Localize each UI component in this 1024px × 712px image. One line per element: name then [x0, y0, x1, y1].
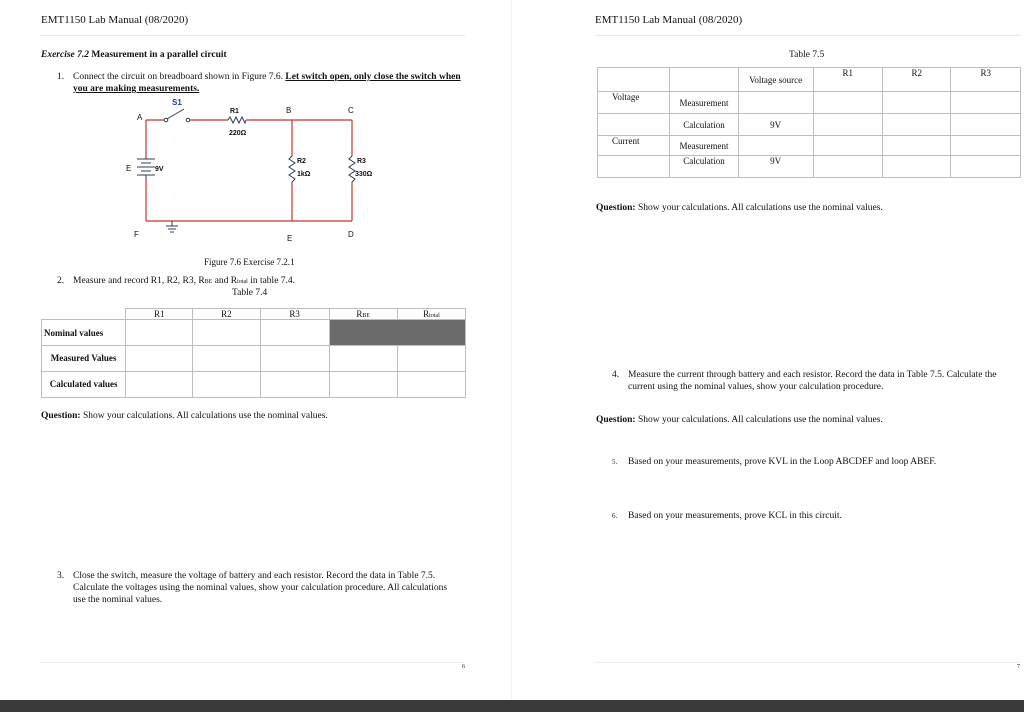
table75-cell[interactable] — [813, 114, 882, 136]
right-question-1-text: Show your calculations. All calculations use the nominal values. — [635, 203, 883, 213]
table-7-5 — [597, 67, 1021, 178]
circuit-diagram — [118, 96, 378, 246]
left-footer-rule — [40, 662, 465, 663]
table74-cell[interactable] — [329, 372, 397, 398]
table75-cell[interactable] — [951, 114, 1021, 136]
table75-type: Measurement — [670, 136, 739, 156]
table75-source-value[interactable]: 9V — [738, 114, 813, 136]
step2-sub-total: total — [237, 279, 248, 285]
right-page — [512, 0, 1024, 700]
table75-cell[interactable] — [882, 92, 951, 114]
table74-row-measured — [42, 346, 466, 372]
table74-cell[interactable] — [260, 346, 329, 372]
table75-header-r3: R3 — [951, 68, 1021, 92]
step3-text: Close the switch, measure the voltage of battery and each resistor. Record the data in Table 7.5. Calculate the voltages using the nominal values, show your calculation procedure. All calculations use the nominal values. — [73, 571, 448, 605]
r3-label: R3 — [357, 158, 366, 165]
table74-cell[interactable] — [193, 320, 260, 346]
right-page-header: EMT1150 Lab Manual (08/2020) — [595, 14, 743, 26]
table75-row-current-measurement — [598, 136, 1021, 156]
right-footer-rule — [595, 662, 1020, 663]
table74-cell[interactable] — [260, 320, 329, 346]
table75-type: Calculation — [670, 114, 739, 136]
battery-symbol — [137, 159, 155, 180]
right-question-1 — [596, 202, 883, 214]
step4-number: 4. — [612, 370, 620, 380]
table74-label-nominal: Nominal values — [42, 320, 126, 346]
node-a-label: A — [137, 113, 143, 122]
table74-cell[interactable] — [193, 346, 260, 372]
table75-row-voltage-calculation — [598, 114, 1021, 136]
resistor-r1 — [228, 117, 246, 123]
resistor-r3 — [349, 156, 355, 182]
table74-header-r2: R2 — [193, 309, 260, 320]
step3-number: 3. — [57, 571, 65, 581]
table74-row-calculated — [42, 372, 466, 398]
switch-s1 — [164, 109, 190, 122]
right-question-1-label: Question: — [596, 203, 636, 213]
step1-warning: Let switch open, only close the switch when you are making measurements. — [73, 72, 461, 94]
step6-number: 6. — [612, 512, 618, 520]
r2-label: R2 — [297, 158, 306, 165]
table75-source-value[interactable] — [738, 92, 813, 114]
table74-corner-cell — [42, 309, 126, 320]
table74-shaded-cell — [329, 320, 465, 346]
table74-header-rbe — [329, 309, 397, 320]
step6-text: Based on your measurements, prove KCL in this circuit. — [628, 511, 842, 521]
right-header-rule — [595, 35, 1020, 36]
left-question-label: Question: — [41, 411, 81, 421]
table74-label-measured: Measured Values — [42, 346, 126, 372]
table74-cell[interactable] — [260, 372, 329, 398]
table75-source-value[interactable] — [738, 136, 813, 156]
right-page-number: 7 — [1017, 664, 1020, 670]
node-e-label: E — [287, 234, 293, 243]
table75-group-current: Current — [598, 136, 670, 156]
table75-group-empty — [598, 114, 670, 136]
step5-text: Based on your measurements, prove KVL in the Loop ABCDEF and loop ABEF. — [628, 457, 937, 467]
right-question-2 — [596, 414, 883, 426]
viewer-bottom-bar — [0, 700, 1024, 712]
table74-header-rtotal — [397, 309, 465, 320]
node-b-label: B — [286, 106, 292, 115]
step2-text — [73, 275, 468, 288]
table75-cell[interactable] — [951, 156, 1021, 178]
node-c-label: C — [348, 106, 354, 115]
r1-label: R1 — [230, 108, 239, 115]
ground-symbol — [166, 221, 178, 232]
circuit-wires — [146, 120, 352, 221]
table75-header-source: Voltage source — [738, 68, 813, 92]
step5-number: 5. — [612, 458, 618, 466]
exercise-title — [41, 49, 227, 61]
table74-cell[interactable] — [126, 346, 193, 372]
table75-type: Measurement — [670, 92, 739, 114]
table75-cell[interactable] — [882, 136, 951, 156]
rtotal-main: R — [423, 309, 430, 319]
table75-cell[interactable] — [951, 92, 1021, 114]
table75-header-row — [598, 68, 1021, 92]
table75-cell[interactable] — [882, 156, 951, 178]
table75-row-current-calculation — [598, 156, 1021, 178]
table74-cell[interactable] — [397, 346, 465, 372]
table74-cell[interactable] — [397, 372, 465, 398]
table75-cell[interactable] — [813, 136, 882, 156]
table74-header-r1: R1 — [126, 309, 193, 320]
node-e-left-label: E — [126, 164, 132, 173]
rbe-main: R — [356, 309, 363, 319]
table74-caption: Table 7.4 — [232, 288, 268, 298]
table75-corner-cell-2 — [670, 68, 739, 92]
left-page — [0, 0, 512, 700]
table74-cell[interactable] — [329, 346, 397, 372]
step1-number: 1. — [57, 72, 65, 82]
r1-value: 220Ω — [229, 130, 247, 137]
step2-text-part2: and R — [212, 276, 238, 286]
table74-cell[interactable] — [126, 372, 193, 398]
table75-cell[interactable] — [813, 156, 882, 178]
table75-cell[interactable] — [813, 92, 882, 114]
table75-cell[interactable] — [951, 136, 1021, 156]
table75-type: Calculation — [670, 156, 739, 178]
table75-group-empty — [598, 156, 670, 178]
left-question — [41, 410, 328, 422]
table75-header-r2: R2 — [882, 68, 951, 92]
r2-value: 1kΩ — [297, 171, 311, 178]
table75-cell[interactable] — [882, 114, 951, 136]
table75-row-voltage-measurement — [598, 92, 1021, 114]
step2-number: 2. — [57, 276, 65, 286]
rtotal-sub: total — [429, 313, 440, 319]
table75-source-value[interactable]: 9V — [738, 156, 813, 178]
table75-group-voltage: Voltage — [598, 92, 670, 114]
step2-text-part3: in table 7.4. — [247, 276, 296, 286]
figure-caption: Figure 7.6 Exercise 7.2.1 — [204, 257, 295, 267]
switch-label: S1 — [172, 98, 182, 107]
table74-cell[interactable] — [126, 320, 193, 346]
exercise-number: Exercise 7.2 — [41, 50, 90, 60]
table74-label-calculated: Calculated values — [42, 372, 126, 398]
right-question-2-text: Show your calculations. All calculations use the nominal values. — [635, 415, 883, 425]
step2-sub-be: BE — [204, 279, 213, 285]
node-f-label: F — [134, 230, 139, 239]
left-page-header: EMT1150 Lab Manual (08/2020) — [41, 14, 189, 26]
step1-instruction: Connect the circuit on breadboard shown in Figure 7.6. — [73, 72, 284, 82]
exercise-name: Measurement in a parallel circuit — [89, 50, 227, 60]
table74-row-nominal — [42, 320, 466, 346]
table74-header-r3: R3 — [260, 309, 329, 320]
table-7-4 — [41, 308, 466, 398]
left-question-text: Show your calculations. All calculations use the nominal values. — [80, 411, 328, 421]
right-question-2-label: Question: — [596, 415, 636, 425]
battery-label: 9V — [155, 166, 164, 173]
table74-cell[interactable] — [193, 372, 260, 398]
step1-text — [73, 71, 468, 95]
step4-text: Measure the current through battery and each resistor. Record the data in Table 7.5. Calculate the current using the nominal values, show your calculation procedure. — [628, 370, 997, 392]
rbe-sub: BE — [362, 313, 371, 319]
table75-header-r1: R1 — [813, 68, 882, 92]
node-d-label: D — [348, 230, 354, 239]
table74-header-row — [42, 309, 466, 320]
r3-value: 330Ω — [355, 171, 373, 178]
table75-corner-cell — [598, 68, 670, 92]
left-page-number: 6 — [462, 664, 465, 670]
resistor-r2 — [289, 156, 295, 182]
table75-caption: Table 7.5 — [789, 50, 825, 60]
left-header-rule — [40, 35, 465, 36]
step2-text-part1: Measure and record R1, R2, R3, R — [73, 276, 205, 286]
